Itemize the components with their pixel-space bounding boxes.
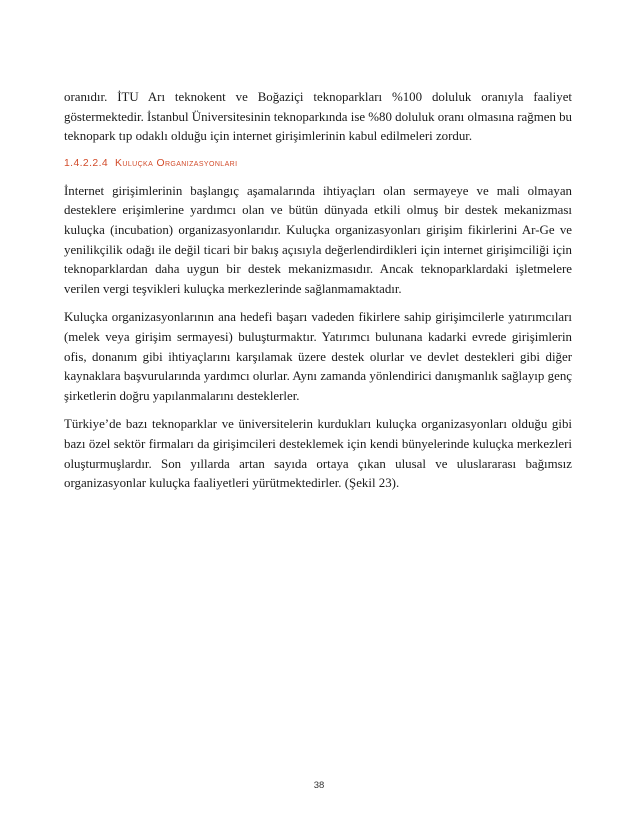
- section-number: 1.4.2.2.4: [64, 157, 109, 169]
- paragraph-3: Türkiye’de bazı teknoparklar ve üniversitelerin kurdukları kuluçka organizasyonları olduğu gibi bazı özel sektör firmaları da girişimcileri desteklemek için kendi bünyelerinde kuluçka merkezleri oluşturmuşlardır. Son yıllarda artan sayıda ortaya çıkan ulusal ve uluslararası bağımsız organizasyonlar kuluçka faaliyetleri yürütmektedirler. (Şekil 23).: [64, 417, 572, 491]
- section-title: Kuluçka Organizasyonları: [115, 157, 238, 169]
- page-number: 38: [313, 780, 325, 791]
- paragraph-2: Kuluçka organizasyonlarının ana hedefi başarı vadeden fikirlere sahip girişimcilerle yatırımcıları (melek veya girişim sermayesi) buluşturmaktır. Yatırımcı bulunana kadarki evrede girişimlerin ofis, donanım gibi ihtiyaçlarını karşılamak üzere destek olurlar ve devlet destekleri gibi diğer kaynaklara başvurularında yardımcı olurlar. Aynı zamanda yönlendirici danışmanlık sağlayıp genç şirketlerin doğru yapılanmalarını desteklerler.: [64, 310, 572, 403]
- section-heading: [64, 156, 572, 172]
- paragraph-1: İnternet girişimlerinin başlangıç aşamalarında ihtiyaçları olan sermayeye ve mali olmayan desteklere erişimlerine yardımcı olan ve bütün dünyada etkili olmuş bir destek mekanizması kuluçka (incubation) organizasyonlarıdır. Kuluçka organizasyonları girişim fikirlerini Ar-Ge ve yenilikçilik odağı ile değil ticari bir bakış açısıyla değerlendirdikleri için internet girişimciliği için teknoparklardan daha uygun bir destek mekanizmasıdır. Ancak teknoparklardaki işletmelere verilen vergi teşvikleri kuluçka merkezlerinde sağlanmamaktadır.: [64, 183, 572, 296]
- paragraph-intro: oranıdır. İTU Arı teknokent ve Boğaziçi teknoparkları %100 doluluk oranıyla faaliyet göstermektedir. İstanbul Üniversitesinin teknoparkında ise %80 doluluk oranı olmasına rağmen bu teknopark tıp odaklı olduğu için internet girişimlerinin kabul edilmeleri zordur.: [64, 90, 572, 144]
- document-page: [64, 88, 572, 503]
